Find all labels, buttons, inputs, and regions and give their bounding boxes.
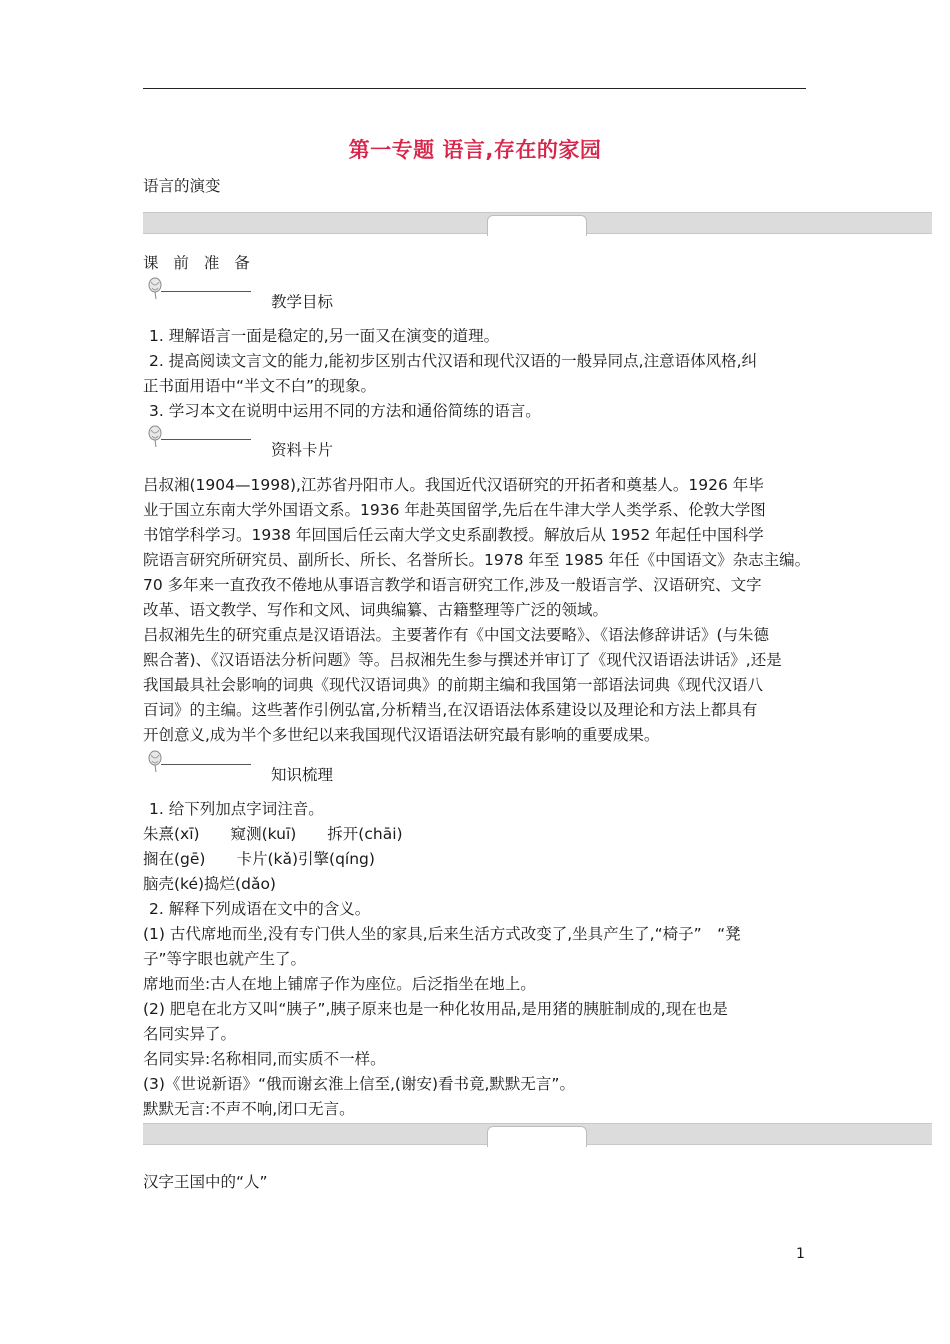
subheading-goals: 教学目标 [271, 293, 334, 311]
subheading-card: 资料卡片 [271, 441, 334, 459]
idiom-line: (2) 肥皂在北方又叫“胰子”,胰子原来也是一种化妆用品,是用猪的胰脏制成的,现在也是 [143, 1000, 728, 1018]
goal-line: 3. 学习本文在说明中运用不同的方法和通俗简练的语言。 [149, 402, 541, 420]
pinyin-row: 脑壳(ké)捣烂(dǎo) [143, 875, 276, 893]
goal-line: 2. 提高阅读文言文的能力,能初步区别古代汉语和现代汉语的一般异同点,注意语体风格,纠 [149, 352, 757, 370]
goal-line: 正书面用语中“半文不白”的现象。 [143, 377, 377, 395]
card-line: 院语言研究所研究员、副所长、所长、名誉所长。1978 年至 1985 年任《中国语文》杂志主编。 [143, 551, 811, 569]
idiom-line: 席地而坐:古人在地上铺席子作为座位。后泛指坐在地上。 [143, 975, 536, 993]
goal-line: 1. 理解语言一面是稳定的,另一面又在演变的道理。 [149, 327, 500, 345]
subheading-knowledge: 知识梳理 [271, 766, 334, 784]
flower-icon [143, 749, 167, 773]
page-number: 1 [796, 1246, 805, 1262]
idiom-line: (1) 古代席地而坐,没有专门供人坐的家具,后来生活方式改变了,坐具产生了,“椅子” “凳 [143, 925, 741, 943]
divider-tab [487, 215, 587, 236]
idiom-line: (3)《世说新语》“俄而谢玄淮上信至,(谢安)看书竟,默默无言”。 [143, 1075, 575, 1093]
section-marker [143, 424, 253, 448]
page-title: 第一专题 语言,存在的家园 [348, 138, 602, 162]
section-marker [143, 749, 253, 773]
pinyin-row: 朱熹(xī) 窥测(kuī) 拆开(chāi) [143, 825, 403, 843]
flower-icon [143, 276, 167, 300]
card-line: 吕叔湘(1904—1998),江苏省丹阳市人。我国近代汉语研究的开拓者和奠基人。1926 年毕 [143, 476, 764, 494]
card-line: 我国最具社会影响的词典《现代汉语词典》的前期主编和我国第一部语法词典《现代汉语八 [143, 676, 764, 694]
card-line: 百词》的主编。这些著作引例弘富,分析精当,在汉语语法体系建设以及理论和方法上都具有 [143, 701, 758, 719]
divider-tab [487, 1126, 587, 1147]
question-2: 2. 解释下列成语在文中的含义。 [149, 900, 371, 918]
section-title: 语言的演变 [143, 177, 221, 195]
card-line: 开创意义,成为半个多世纪以来我国现代汉语语法研究最有影响的重要成果。 [143, 726, 660, 744]
header-rule [143, 88, 806, 89]
card-line: 吕叔湘先生的研究重点是汉语语法。主要著作有《中国文法要略》、《语法修辞讲话》(与朱德 [143, 626, 770, 644]
idiom-line: 名同实异:名称相同,而实质不一样。 [143, 1050, 386, 1068]
card-line: 业于国立东南大学外国语文系。1936 年赴英国留学,先后在牛津大学人类学系、伦敦大学图 [143, 501, 766, 519]
question-1: 1. 给下列加点字词注音。 [149, 800, 324, 818]
card-line: 书馆学科学习。1938 年回国后任云南大学文史系副教授。解放后从 1952 年起任中国科学 [143, 526, 764, 544]
flower-icon [143, 424, 167, 448]
section-divider [143, 212, 932, 233]
prep-heading: 课 前 准 备 [143, 254, 255, 272]
section-marker [143, 276, 253, 300]
card-line: 改革、语文教学、写作和文风、词典编纂、古籍整理等广泛的领域。 [143, 601, 609, 619]
pinyin-row: 搁在(gē) 卡片(kǎ)引擎(qíng) [143, 850, 375, 868]
card-line: 熙合著)、《汉语语法分析问题》等。吕叔湘先生参与撰述并审订了《现代汉语语法讲话》,还是 [143, 651, 782, 669]
card-line: 70 多年来一直孜孜不倦地从事语言教学和语言研究工作,涉及一般语言学、汉语研究、文字 [143, 576, 762, 594]
idiom-line: 子”等字眼也就产生了。 [143, 950, 307, 968]
idiom-line: 默默无言:不声不响,闭口无言。 [143, 1100, 355, 1118]
section-title: 汉字王国中的“人” [143, 1173, 268, 1191]
section-divider [143, 1123, 932, 1144]
idiom-line: 名同实异了。 [143, 1025, 237, 1043]
